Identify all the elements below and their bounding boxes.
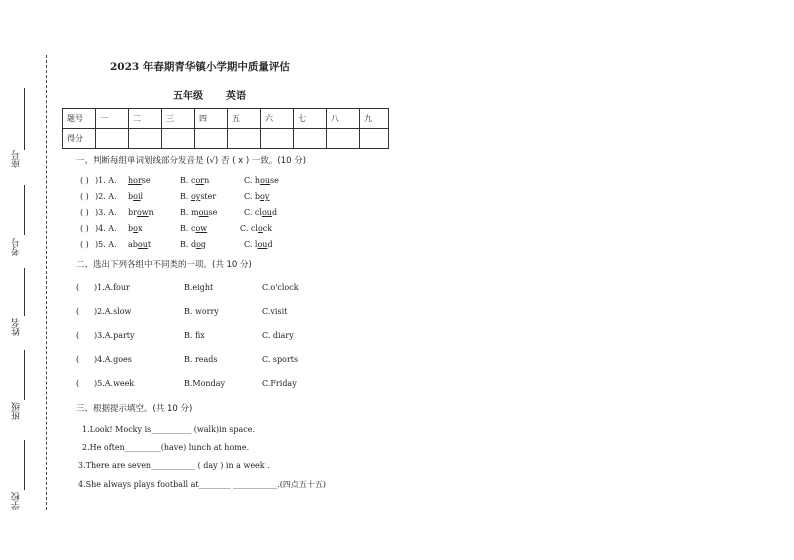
score-input-cell[interactable] <box>96 129 129 149</box>
option-a: boil <box>128 192 144 201</box>
answer-paren[interactable]: ( ) <box>80 192 89 201</box>
grade-label: 五年级 <box>173 91 203 102</box>
table-cell: 三 <box>162 109 195 129</box>
score-input-cell[interactable] <box>162 129 195 149</box>
s2-item-2 <box>0 307 794 319</box>
score-table-header-row <box>63 109 389 129</box>
option-a: )3.A.party <box>94 331 135 340</box>
score-input-cell[interactable] <box>294 129 327 149</box>
option-a: )2.A.slow <box>94 307 132 316</box>
item-number: )1. A. <box>95 176 117 185</box>
answer-paren[interactable]: ( ) <box>80 208 89 217</box>
answer-paren[interactable]: ( <box>76 379 80 388</box>
side-label-seat: 座号 <box>12 150 22 168</box>
answer-paren[interactable]: ( <box>76 331 80 340</box>
option-a: box <box>128 224 143 233</box>
option-b: B. mouse <box>180 208 218 217</box>
s1-item-4 <box>0 224 794 236</box>
answer-paren[interactable]: ( <box>76 307 80 316</box>
side-label-class: 班级 <box>12 402 22 420</box>
item-number: )5. A. <box>95 240 117 249</box>
item-number: )4. A. <box>95 224 117 233</box>
answer-paren[interactable]: ( <box>76 355 80 364</box>
option-c: C. sports <box>262 355 299 364</box>
score-input-cell[interactable] <box>195 129 228 149</box>
option-a: horse <box>128 176 151 185</box>
s1-item-1 <box>0 176 794 188</box>
answer-paren[interactable]: ( <box>76 283 80 292</box>
answer-paren[interactable]: ( ) <box>80 240 89 249</box>
option-c: C.Friday <box>262 379 297 388</box>
option-c: C. clock <box>240 224 273 233</box>
side-label-school: 学校 <box>12 492 22 510</box>
score-input-cell[interactable] <box>327 129 360 149</box>
s3-item-4[interactable]: 4.She always plays football at________ ___________.(四点五十五) <box>78 480 326 489</box>
score-input-cell[interactable] <box>261 129 294 149</box>
option-b: B. cow <box>180 224 208 233</box>
s2-item-5 <box>0 379 794 391</box>
option-b: B. fix <box>184 331 205 340</box>
table-cell: 二 <box>129 109 162 129</box>
option-a: brown <box>128 208 154 217</box>
score-input-cell[interactable] <box>129 129 162 149</box>
score-table <box>62 108 389 149</box>
subject-label: 英语 <box>226 91 246 102</box>
side-label-name: 姓名 <box>12 318 22 336</box>
score-table-score-row <box>63 129 389 149</box>
s1-item-2 <box>0 192 794 204</box>
table-cell: 一 <box>96 109 129 129</box>
option-c: C.visit <box>262 307 288 316</box>
s1-item-3 <box>0 208 794 220</box>
table-cell: 四 <box>195 109 228 129</box>
option-a: about <box>128 240 152 249</box>
s2-item-3 <box>0 331 794 343</box>
s1-item-5 <box>0 240 794 252</box>
table-cell: 九 <box>360 109 389 129</box>
option-b: B.eight <box>184 283 214 292</box>
school-rule <box>24 440 25 490</box>
table-cell: 得分 <box>63 129 96 149</box>
option-c: C.o'clock <box>262 283 299 292</box>
option-b: B. worry <box>184 307 219 316</box>
page-title: 2023 年春期青华镇小学期中质量评估 <box>110 61 290 73</box>
option-a: )4.A.goes <box>94 355 132 364</box>
option-b: B. corn <box>180 176 210 185</box>
option-c: C. house <box>244 176 279 185</box>
option-b: B. dog <box>180 240 207 249</box>
table-cell: 七 <box>294 109 327 129</box>
option-a: )5.A.week <box>94 379 135 388</box>
section3-title: 三、根据提示填空。(共 10 分) <box>76 404 193 414</box>
answer-paren[interactable]: ( ) <box>80 224 89 233</box>
option-b: B.Monday <box>184 379 225 388</box>
option-b: B. oyster <box>180 192 217 201</box>
score-input-cell[interactable] <box>228 129 261 149</box>
section1-title: 一、判断每组单词划线部分发音是 (√) 否 ( x ) 一致。(10 分) <box>76 156 307 166</box>
s2-item-4 <box>0 355 794 367</box>
section2-title: 二、选出下列各组中不同类的一项。(共 10 分) <box>76 260 252 270</box>
item-number: )3. A. <box>95 208 117 217</box>
s3-item-1[interactable]: 1.Look! Mocky is__________ (walk)in space. <box>82 425 256 434</box>
s2-item-1 <box>0 283 794 295</box>
s3-item-3[interactable]: 3.There are seven___________ ( day ) in a week . <box>78 461 270 470</box>
table-cell: 五 <box>228 109 261 129</box>
s3-item-2[interactable]: 2.He often_________(have) lunch at home. <box>82 443 250 452</box>
table-cell: 八 <box>327 109 360 129</box>
seat-rule <box>24 88 25 150</box>
option-c: C. loud <box>244 240 273 249</box>
item-number: )2. A. <box>95 192 117 201</box>
option-c: C. diary <box>262 331 294 340</box>
table-cell: 六 <box>261 109 294 129</box>
table-cell: 题号 <box>63 109 96 129</box>
side-label-exam-no: 考号 <box>12 238 22 256</box>
option-c: C. boy <box>244 192 270 201</box>
option-a: )1.A.four <box>94 283 130 292</box>
answer-paren[interactable]: ( ) <box>80 176 89 185</box>
option-c: C. cloud <box>244 208 278 217</box>
option-b: B. reads <box>184 355 218 364</box>
score-input-cell[interactable] <box>360 129 389 149</box>
